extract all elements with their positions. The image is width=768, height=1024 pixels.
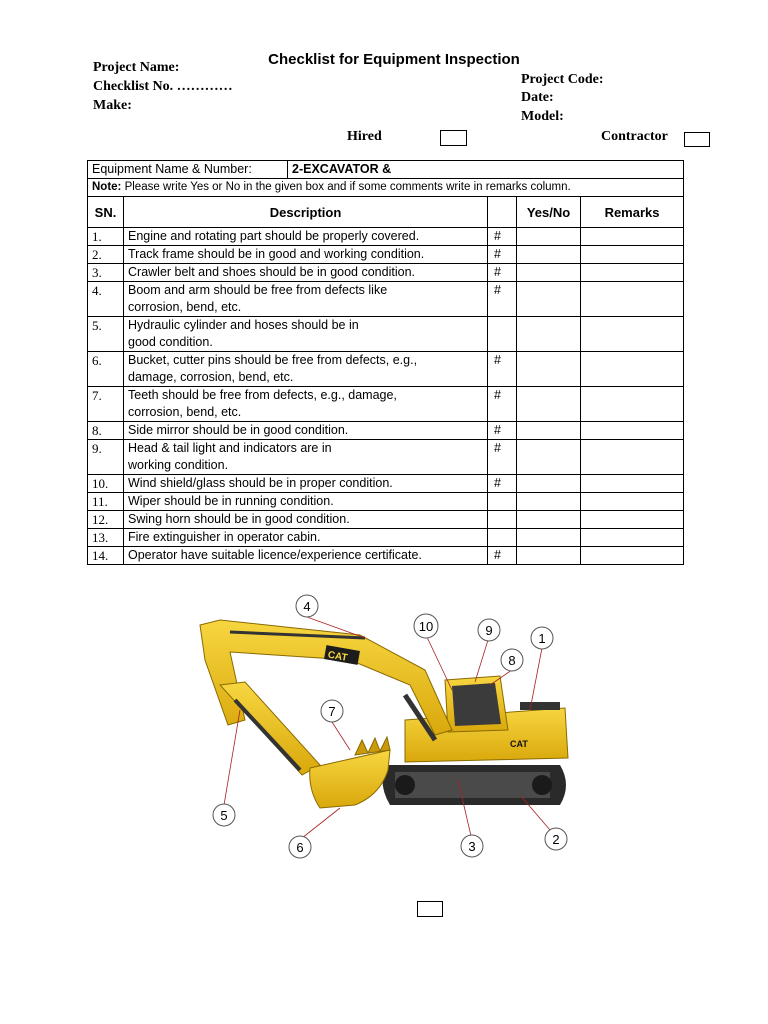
yes-no-cell[interactable] [517, 529, 581, 547]
row-sn: 8. [88, 422, 124, 440]
row-sn: 3. [88, 264, 124, 282]
callout-9: 9 [485, 623, 493, 638]
model-label: Model: [521, 109, 564, 124]
row-mark [488, 511, 517, 529]
row-mark: # [488, 547, 517, 565]
row-sn: 10. [88, 475, 124, 493]
remarks-header: Remarks [581, 197, 684, 228]
description-line: corrosion, bend, etc. [128, 300, 242, 314]
description-line: Crawler belt and shoes should be in good condition. [128, 265, 415, 279]
table-row [88, 529, 684, 547]
description-line: working condition. [128, 458, 229, 472]
row-sn: 2. [88, 246, 124, 264]
remarks-cell[interactable] [581, 493, 684, 511]
remarks-cell[interactable] [581, 475, 684, 493]
remarks-cell[interactable] [581, 264, 684, 282]
yes-no-cell[interactable] [517, 264, 581, 282]
row-mark: # [488, 228, 517, 246]
table-row [88, 246, 684, 264]
row-mark [488, 317, 517, 352]
row-sn: 13. [88, 529, 124, 547]
description-line: Swing horn should be in good condition. [128, 512, 350, 526]
yes-no-cell[interactable] [517, 387, 581, 422]
row-description [124, 440, 488, 475]
yes-no-header: Yes/No [517, 197, 581, 228]
table-row [88, 422, 684, 440]
table-row [88, 282, 684, 317]
description-line: Head & tail light and indicators are in [128, 441, 332, 455]
callout-3: 3 [468, 839, 476, 854]
yes-no-cell[interactable] [517, 422, 581, 440]
row-sn: 9. [88, 440, 124, 475]
row-mark: # [488, 440, 517, 475]
table-row [88, 352, 684, 387]
remarks-cell[interactable] [581, 547, 684, 565]
arm [220, 682, 320, 775]
excavator-diagram [190, 590, 575, 865]
row-description [124, 511, 488, 529]
crawler-track [382, 765, 566, 805]
hired-label: Hired [347, 129, 382, 144]
description-line: Engine and rotating part should be properly covered. [128, 229, 420, 243]
row-description [124, 475, 488, 493]
callout-6: 6 [296, 840, 304, 855]
row-mark: # [488, 422, 517, 440]
make-label: Make: [93, 98, 132, 113]
note-cell [88, 179, 684, 197]
yes-no-cell[interactable] [517, 493, 581, 511]
row-mark: # [488, 264, 517, 282]
callout-7: 7 [328, 704, 336, 719]
row-description [124, 246, 488, 264]
row-description [124, 422, 488, 440]
yes-no-cell[interactable] [517, 475, 581, 493]
description-line: Track frame should be in good and working condition. [128, 247, 425, 261]
contractor-label: Contractor [601, 129, 668, 144]
body-brand-logo: CAT [510, 739, 528, 749]
yes-no-cell[interactable] [517, 547, 581, 565]
yes-no-cell[interactable] [517, 352, 581, 387]
row-description [124, 264, 488, 282]
row-sn: 6. [88, 352, 124, 387]
remarks-cell[interactable] [581, 387, 684, 422]
description-header: Description [124, 197, 488, 228]
row-sn: 5. [88, 317, 124, 352]
checklist-no-label: Checklist No. ………… [93, 79, 233, 94]
table-row [88, 387, 684, 422]
table-row [88, 493, 684, 511]
header-row [88, 197, 684, 228]
callout-10: 10 [418, 619, 434, 634]
yes-no-cell[interactable] [517, 317, 581, 352]
yes-no-cell[interactable] [517, 282, 581, 317]
remarks-cell[interactable] [581, 317, 684, 352]
row-description [124, 352, 488, 387]
note-text: Please write Yes or No in the given box and if some comments write in remarks column. [121, 181, 571, 193]
sn-header: SN. [88, 197, 124, 228]
row-description [124, 529, 488, 547]
description-line: Fire extinguisher in operator cabin. [128, 530, 321, 544]
bottom-checkbox[interactable] [417, 901, 443, 917]
note-row [88, 179, 684, 197]
callout-2: 2 [552, 832, 560, 847]
equipment-value[interactable]: 2-EXCAVATOR & [288, 161, 684, 179]
mark-header [488, 197, 517, 228]
description-line: Bucket, cutter pins should be free from defects, e.g., [128, 353, 418, 367]
callout-4: 4 [303, 599, 311, 614]
remarks-cell[interactable] [581, 422, 684, 440]
callout-5: 5 [220, 808, 228, 823]
equipment-label: Equipment Name & Number: [88, 161, 288, 179]
description-line: Wind shield/glass should be in proper condition. [128, 476, 393, 490]
row-mark: # [488, 387, 517, 422]
document-title: Checklist for Equipment Inspection [268, 51, 520, 68]
row-mark: # [488, 475, 517, 493]
row-mark [488, 493, 517, 511]
equipment-row [88, 161, 684, 179]
description-line: corrosion, bend, etc. [128, 405, 242, 419]
description-line: Side mirror should be in good condition. [128, 423, 349, 437]
row-description [124, 317, 488, 352]
description-line: Operator have suitable licence/experience certificate. [128, 548, 422, 562]
note-label: Note: [92, 181, 122, 193]
yes-no-cell[interactable] [517, 440, 581, 475]
row-mark [488, 529, 517, 547]
table-row [88, 440, 684, 475]
row-sn: 7. [88, 387, 124, 422]
table-row [88, 264, 684, 282]
boom-brand-logo: CAT [326, 649, 349, 664]
bucket [310, 737, 390, 808]
row-sn: 14. [88, 547, 124, 565]
row-description [124, 387, 488, 422]
row-sn: 4. [88, 282, 124, 317]
description-line: Hydraulic cylinder and hoses should be in [128, 318, 359, 332]
remarks-cell[interactable] [581, 282, 684, 317]
table-row [88, 228, 684, 246]
description-line: good condition. [128, 335, 213, 349]
project-name-label: Project Name: [93, 60, 180, 75]
row-sn: 12. [88, 511, 124, 529]
row-description [124, 547, 488, 565]
table-row [88, 317, 684, 352]
table-row [88, 475, 684, 493]
remarks-cell[interactable] [581, 246, 684, 264]
row-description [124, 228, 488, 246]
row-mark: # [488, 246, 517, 264]
callout-1: 1 [538, 631, 546, 646]
remarks-cell[interactable] [581, 511, 684, 529]
yes-no-cell[interactable] [517, 228, 581, 246]
date-label: Date: [521, 90, 554, 105]
remarks-cell[interactable] [581, 440, 684, 475]
hired-checkbox[interactable] [440, 130, 467, 146]
row-sn: 1. [88, 228, 124, 246]
yes-no-cell[interactable] [517, 511, 581, 529]
row-sn: 11. [88, 493, 124, 511]
callout-8: 8 [508, 653, 516, 668]
row-mark: # [488, 282, 517, 317]
description-line: Teeth should be free from defects, e.g., damage, [128, 388, 397, 402]
row-mark: # [488, 352, 517, 387]
remarks-cell[interactable] [581, 228, 684, 246]
remarks-cell[interactable] [581, 352, 684, 387]
project-code-label: Project Code: [521, 72, 604, 87]
table-row [88, 511, 684, 529]
description-line: damage, corrosion, bend, etc. [128, 370, 294, 384]
row-description [124, 493, 488, 511]
inspection-table [87, 160, 684, 565]
remarks-cell[interactable] [581, 529, 684, 547]
description-line: Wiper should be in running condition. [128, 494, 334, 508]
table-row [88, 547, 684, 565]
yes-no-cell[interactable] [517, 246, 581, 264]
description-line: Boom and arm should be free from defects like [128, 283, 388, 297]
row-description [124, 282, 488, 317]
contractor-checkbox[interactable] [684, 132, 710, 147]
